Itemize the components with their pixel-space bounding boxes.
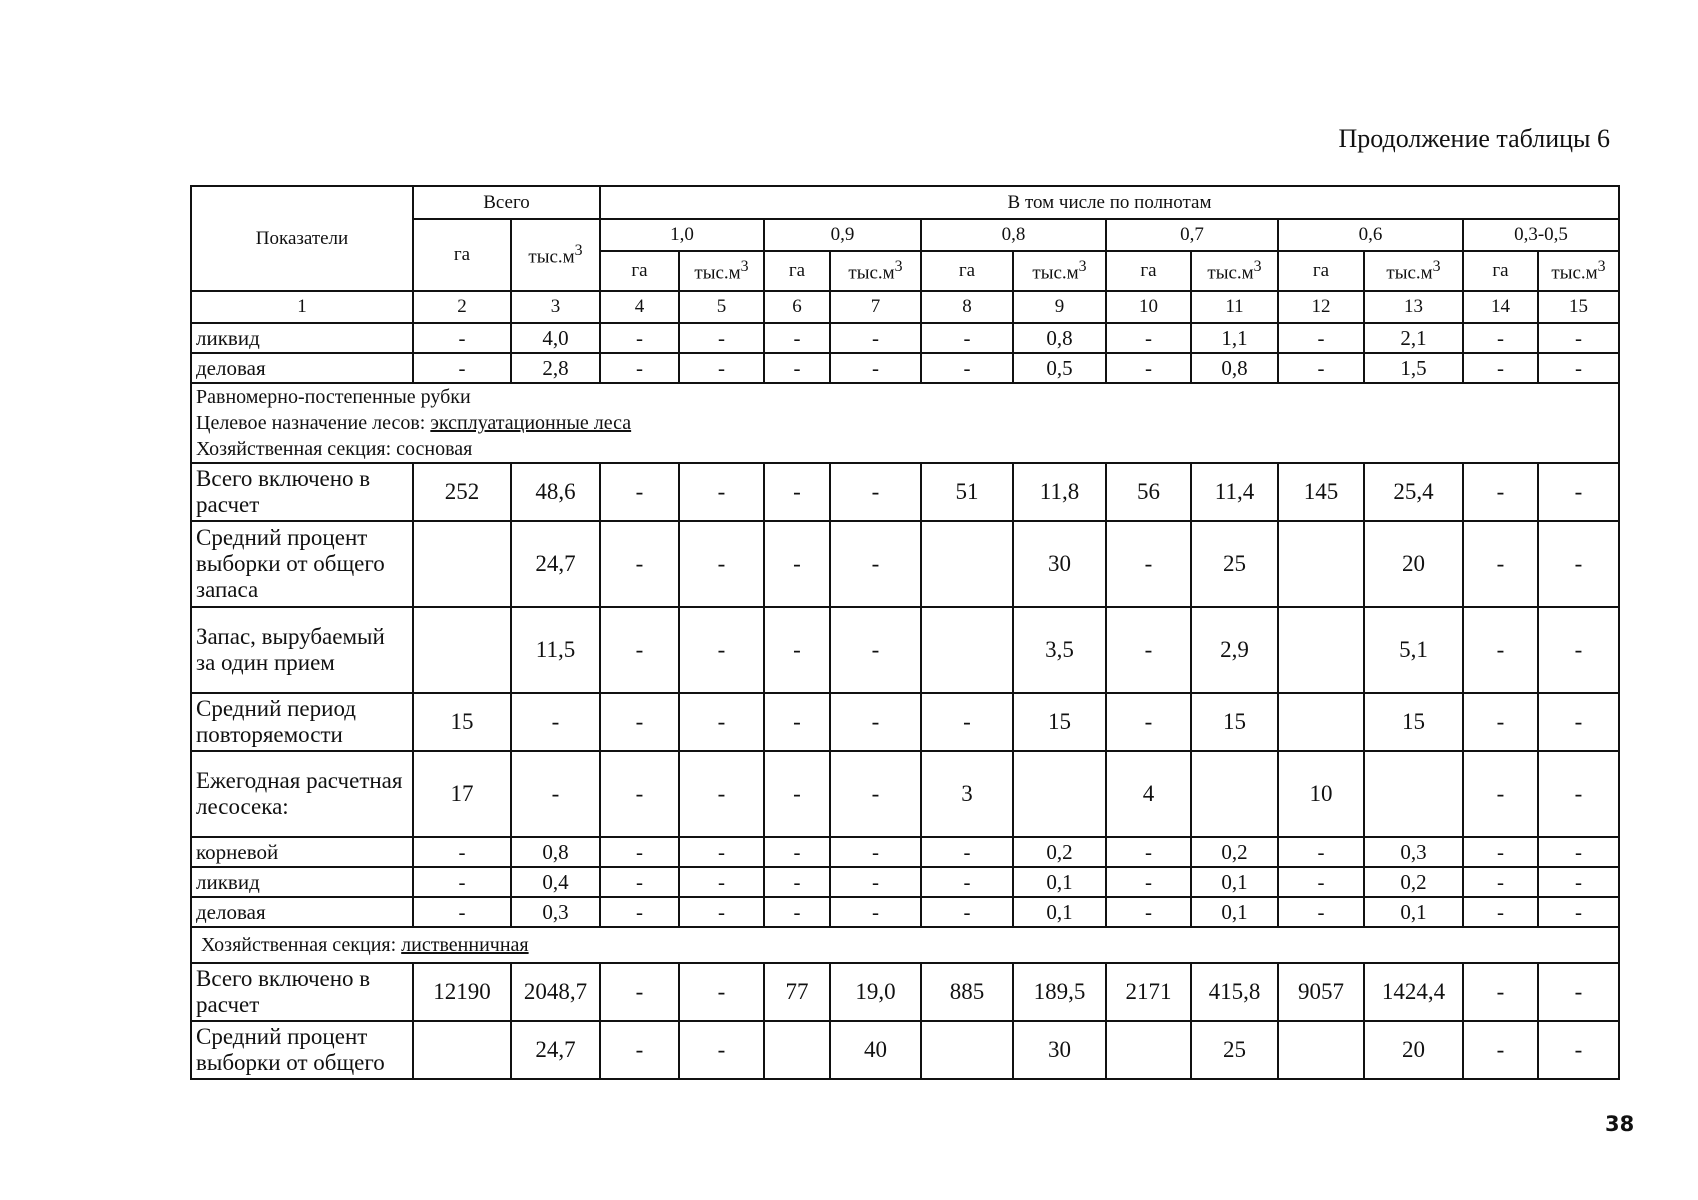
table-cell: - (679, 353, 764, 383)
table-cell: 0,1 (1364, 897, 1463, 927)
column-number: 11 (1191, 291, 1278, 323)
table-cell: 15 (1364, 693, 1463, 751)
table-cell: - (764, 521, 830, 607)
table-cell: - (600, 323, 679, 353)
table-cell (921, 521, 1013, 607)
table-cell: 11,4 (1191, 463, 1278, 521)
table-cell: - (921, 867, 1013, 897)
table-cell: 0,1 (1013, 867, 1106, 897)
table-cell: - (679, 751, 764, 837)
table-cell: - (1463, 323, 1538, 353)
table-cell: - (921, 353, 1013, 383)
table-row (191, 1021, 1619, 1079)
subheader-volume: $тыс.м^3$ (679, 251, 764, 291)
header-density: 0,8 (921, 219, 1106, 251)
header-total-ha: га (413, 219, 511, 291)
table-cell: - (830, 463, 921, 521)
row-label: деловая (191, 897, 413, 927)
table-cell: - (764, 867, 830, 897)
table-cell: - (1106, 867, 1191, 897)
table-cell: - (830, 607, 921, 693)
table-cell: 30 (1013, 521, 1106, 607)
table-cell (413, 607, 511, 693)
table-cell: 40 (830, 1021, 921, 1079)
table-cell: - (764, 751, 830, 837)
table-cell: - (1278, 867, 1364, 897)
table-cell: - (679, 1021, 764, 1079)
column-number: 1 (191, 291, 413, 323)
table-cell: - (1278, 323, 1364, 353)
table-cell: - (1538, 607, 1619, 693)
table-cell: - (413, 867, 511, 897)
table-cell: - (600, 1021, 679, 1079)
row-label: деловая (191, 353, 413, 383)
subheader-volume: $тыс.м^3$ (1013, 251, 1106, 291)
section-cutting-type: Равномерно-постепенные рубки (196, 386, 471, 408)
table-cell: 0,2 (1191, 837, 1278, 867)
header-by-density: В том числе по полнотам (600, 186, 1619, 219)
subheader-ha: га (764, 251, 830, 291)
table-cell: - (679, 897, 764, 927)
row-label: Средний период повторяемости (191, 693, 413, 751)
row-label: Средний процент выборки от общего запаса (191, 521, 413, 607)
header-density: 1,0 (600, 219, 764, 251)
row-label: ликвид (191, 867, 413, 897)
table-cell (1106, 1021, 1191, 1079)
table-cell: - (1463, 463, 1538, 521)
table-cell: - (1538, 963, 1619, 1021)
table-cell: 9057 (1278, 963, 1364, 1021)
table-cell: - (1463, 521, 1538, 607)
table-cell: - (830, 693, 921, 751)
row-label: корневой (191, 837, 413, 867)
table-cell: - (679, 867, 764, 897)
table-cell: - (1463, 867, 1538, 897)
table-cell: 0,8 (511, 837, 600, 867)
table-cell: 0,4 (511, 867, 600, 897)
table-cell: - (600, 867, 679, 897)
table-cell: 2,9 (1191, 607, 1278, 693)
table-row (191, 751, 1619, 837)
table-cell: - (764, 897, 830, 927)
header-density: 0,6 (1278, 219, 1463, 251)
table-cell: - (830, 837, 921, 867)
table-cell: - (764, 693, 830, 751)
table-cell: - (413, 837, 511, 867)
table-cell: - (600, 463, 679, 521)
table-cell: - (600, 751, 679, 837)
subheader-ha: га (921, 251, 1013, 291)
table-cell: - (830, 751, 921, 837)
table-cell: 15 (1191, 693, 1278, 751)
table-cell: - (921, 323, 1013, 353)
table-cell: - (413, 323, 511, 353)
table-cell (413, 1021, 511, 1079)
table-row (191, 323, 1619, 353)
table-cell: 15 (1013, 693, 1106, 751)
column-number: 3 (511, 291, 600, 323)
subheader-ha: га (1278, 251, 1364, 291)
table-cell: 0,5 (1013, 353, 1106, 383)
table-cell: - (511, 751, 600, 837)
table-cell: 0,2 (1364, 867, 1463, 897)
table-cell: - (600, 607, 679, 693)
table-row (191, 521, 1619, 607)
table-cell: 25 (1191, 1021, 1278, 1079)
table-cell: - (1106, 607, 1191, 693)
table-cell: - (1538, 837, 1619, 867)
header-total-volume: $тыс.м^3$ (511, 219, 600, 291)
table-cell: - (1106, 353, 1191, 383)
table-cell: - (1463, 751, 1538, 837)
table-cell: 0,1 (1191, 897, 1278, 927)
table-cell: - (1538, 897, 1619, 927)
table-cell: - (1463, 963, 1538, 1021)
table-row (191, 463, 1619, 521)
table-cell: 2,8 (511, 353, 600, 383)
table-cell: 252 (413, 463, 511, 521)
column-number: 5 (679, 291, 764, 323)
table-cell (1278, 607, 1364, 693)
table-cell: - (1463, 353, 1538, 383)
table-cell: - (1538, 353, 1619, 383)
subheader-ha: га (600, 251, 679, 291)
table-row (191, 353, 1619, 383)
table-cell: - (1106, 323, 1191, 353)
table-cell: 0,1 (1191, 867, 1278, 897)
table-cell (1013, 751, 1106, 837)
table-cell: - (830, 521, 921, 607)
table-cell: 48,6 (511, 463, 600, 521)
column-number: 4 (600, 291, 679, 323)
subheader-ha: га (1106, 251, 1191, 291)
table-cell: 24,7 (511, 1021, 600, 1079)
table-cell: - (1106, 693, 1191, 751)
table-cell: - (1538, 521, 1619, 607)
section-header-2: Хозяйственная секция: лиственничная (191, 927, 1619, 963)
table-cell: - (1278, 837, 1364, 867)
table-cell: 0,1 (1013, 897, 1106, 927)
table-cell: 51 (921, 463, 1013, 521)
header-indicators: Показатели (191, 186, 413, 291)
table-cell: - (1278, 897, 1364, 927)
table-cell: - (1463, 897, 1538, 927)
table-cell: - (830, 323, 921, 353)
table-cell: 1,1 (1191, 323, 1278, 353)
table-cell: - (679, 463, 764, 521)
table-cell: - (679, 323, 764, 353)
table-cell: 145 (1278, 463, 1364, 521)
section-purpose: Целевое назначение лесов: эксплуатационные леса (196, 412, 632, 434)
table-cell (413, 521, 511, 607)
table-cell: 77 (764, 963, 830, 1021)
row-label: Всего включено в расчет (191, 963, 413, 1021)
table-cell: 4,0 (511, 323, 600, 353)
table-cell: - (600, 837, 679, 867)
table-cell: - (1538, 1021, 1619, 1079)
table-cell: - (1106, 521, 1191, 607)
section-economic-section: Хозяйственная секция: сосновая (196, 438, 473, 460)
table-cell: - (1278, 353, 1364, 383)
table-cell (764, 1021, 830, 1079)
column-number: 2 (413, 291, 511, 323)
table-row (191, 837, 1619, 867)
table-cell: 11,8 (1013, 463, 1106, 521)
table-caption: Продолжение таблицы 6 (1338, 124, 1610, 153)
table-cell: - (830, 867, 921, 897)
table-cell: 30 (1013, 1021, 1106, 1079)
header-total: Всего (413, 186, 600, 219)
table-cell: 24,7 (511, 521, 600, 607)
table-cell (1191, 751, 1278, 837)
table-cell (1278, 693, 1364, 751)
table-cell: 11,5 (511, 607, 600, 693)
timber-table (190, 185, 1620, 1080)
table-cell: 3 (921, 751, 1013, 837)
column-number: 14 (1463, 291, 1538, 323)
table-cell: 15 (413, 693, 511, 751)
table-cell: - (1538, 323, 1619, 353)
table-cell: - (679, 837, 764, 867)
table-row (191, 607, 1619, 693)
table-cell: - (830, 897, 921, 927)
subheader-ha: га (1463, 251, 1538, 291)
table-cell: 5,1 (1364, 607, 1463, 693)
table-cell: 3,5 (1013, 607, 1106, 693)
table-cell: 0,3 (511, 897, 600, 927)
header-density: 0,3-0,5 (1463, 219, 1619, 251)
page-number: 38 (1605, 1112, 1635, 1136)
table-cell (921, 607, 1013, 693)
table-cell: 1,5 (1364, 353, 1463, 383)
table-cell: 2048,7 (511, 963, 600, 1021)
column-number: 9 (1013, 291, 1106, 323)
column-number: 8 (921, 291, 1013, 323)
row-label: ликвид (191, 323, 413, 353)
table-cell: 20 (1364, 1021, 1463, 1079)
table-cell: 0,8 (1013, 323, 1106, 353)
table-cell: 19,0 (830, 963, 921, 1021)
table-cell: 56 (1106, 463, 1191, 521)
table-cell: 4 (1106, 751, 1191, 837)
table-cell: - (921, 897, 1013, 927)
column-number: 15 (1538, 291, 1619, 323)
table-row (191, 867, 1619, 897)
table-cell: 12190 (413, 963, 511, 1021)
table-cell: 0,8 (1191, 353, 1278, 383)
table-cell: 0,3 (1364, 837, 1463, 867)
table-cell: 25 (1191, 521, 1278, 607)
table-cell: 10 (1278, 751, 1364, 837)
table-cell (1364, 751, 1463, 837)
table-cell: 0,2 (1013, 837, 1106, 867)
table-cell: - (1463, 693, 1538, 751)
table-cell: 415,8 (1191, 963, 1278, 1021)
table-cell: - (1106, 837, 1191, 867)
table-cell: - (1538, 867, 1619, 897)
table-cell: 189,5 (1013, 963, 1106, 1021)
table-cell: - (1538, 751, 1619, 837)
table-cell: 20 (1364, 521, 1463, 607)
table-cell: - (600, 521, 679, 607)
row-label: Всего включено в расчет (191, 463, 413, 521)
table-cell: 25,4 (1364, 463, 1463, 521)
column-number: 7 (830, 291, 921, 323)
table-cell: - (600, 693, 679, 751)
subheader-volume: $тыс.м^3$ (830, 251, 921, 291)
table-cell: - (764, 353, 830, 383)
table-cell: 2171 (1106, 963, 1191, 1021)
table-row (191, 897, 1619, 927)
column-number: 12 (1278, 291, 1364, 323)
table-cell: - (679, 521, 764, 607)
table-row (191, 963, 1619, 1021)
table-cell: - (1463, 1021, 1538, 1079)
table-cell: - (600, 963, 679, 1021)
row-label: Ежегодная расчетная лесосека: (191, 751, 413, 837)
subheader-volume: $тыс.м^3$ (1364, 251, 1463, 291)
table-cell: - (764, 463, 830, 521)
table-cell: - (679, 963, 764, 1021)
subheader-volume: $тыс.м^3$ (1538, 251, 1619, 291)
header-density: 0,7 (1106, 219, 1278, 251)
header-density: 0,9 (764, 219, 921, 251)
table-cell: 2,1 (1364, 323, 1463, 353)
subheader-volume: $тыс.м^3$ (1191, 251, 1278, 291)
table-cell: 1424,4 (1364, 963, 1463, 1021)
table-row (191, 693, 1619, 751)
row-label: Средний процент выборки от общего (191, 1021, 413, 1079)
table-cell: 17 (413, 751, 511, 837)
table-cell (921, 1021, 1013, 1079)
table-cell: - (679, 693, 764, 751)
column-number: 13 (1364, 291, 1463, 323)
table-cell: - (413, 353, 511, 383)
column-number: 6 (764, 291, 830, 323)
table-cell: - (1106, 897, 1191, 927)
table-cell: - (600, 353, 679, 383)
table-cell: - (764, 837, 830, 867)
table-cell: - (1538, 463, 1619, 521)
table-cell: - (764, 323, 830, 353)
table-cell: 885 (921, 963, 1013, 1021)
table-cell: - (511, 693, 600, 751)
table-cell: - (679, 607, 764, 693)
table-cell (1278, 521, 1364, 607)
table-cell: - (764, 607, 830, 693)
table-cell: - (1538, 693, 1619, 751)
column-number: 10 (1106, 291, 1191, 323)
table-cell: - (413, 897, 511, 927)
row-label: Запас, вырубаемый за один прием (191, 607, 413, 693)
table-cell: - (1463, 837, 1538, 867)
table-cell: - (921, 837, 1013, 867)
table-cell: - (830, 353, 921, 383)
table-cell: - (1463, 607, 1538, 693)
table-cell: - (600, 897, 679, 927)
section-header-1 (191, 383, 1619, 463)
table-cell: - (921, 693, 1013, 751)
table-cell (1278, 1021, 1364, 1079)
